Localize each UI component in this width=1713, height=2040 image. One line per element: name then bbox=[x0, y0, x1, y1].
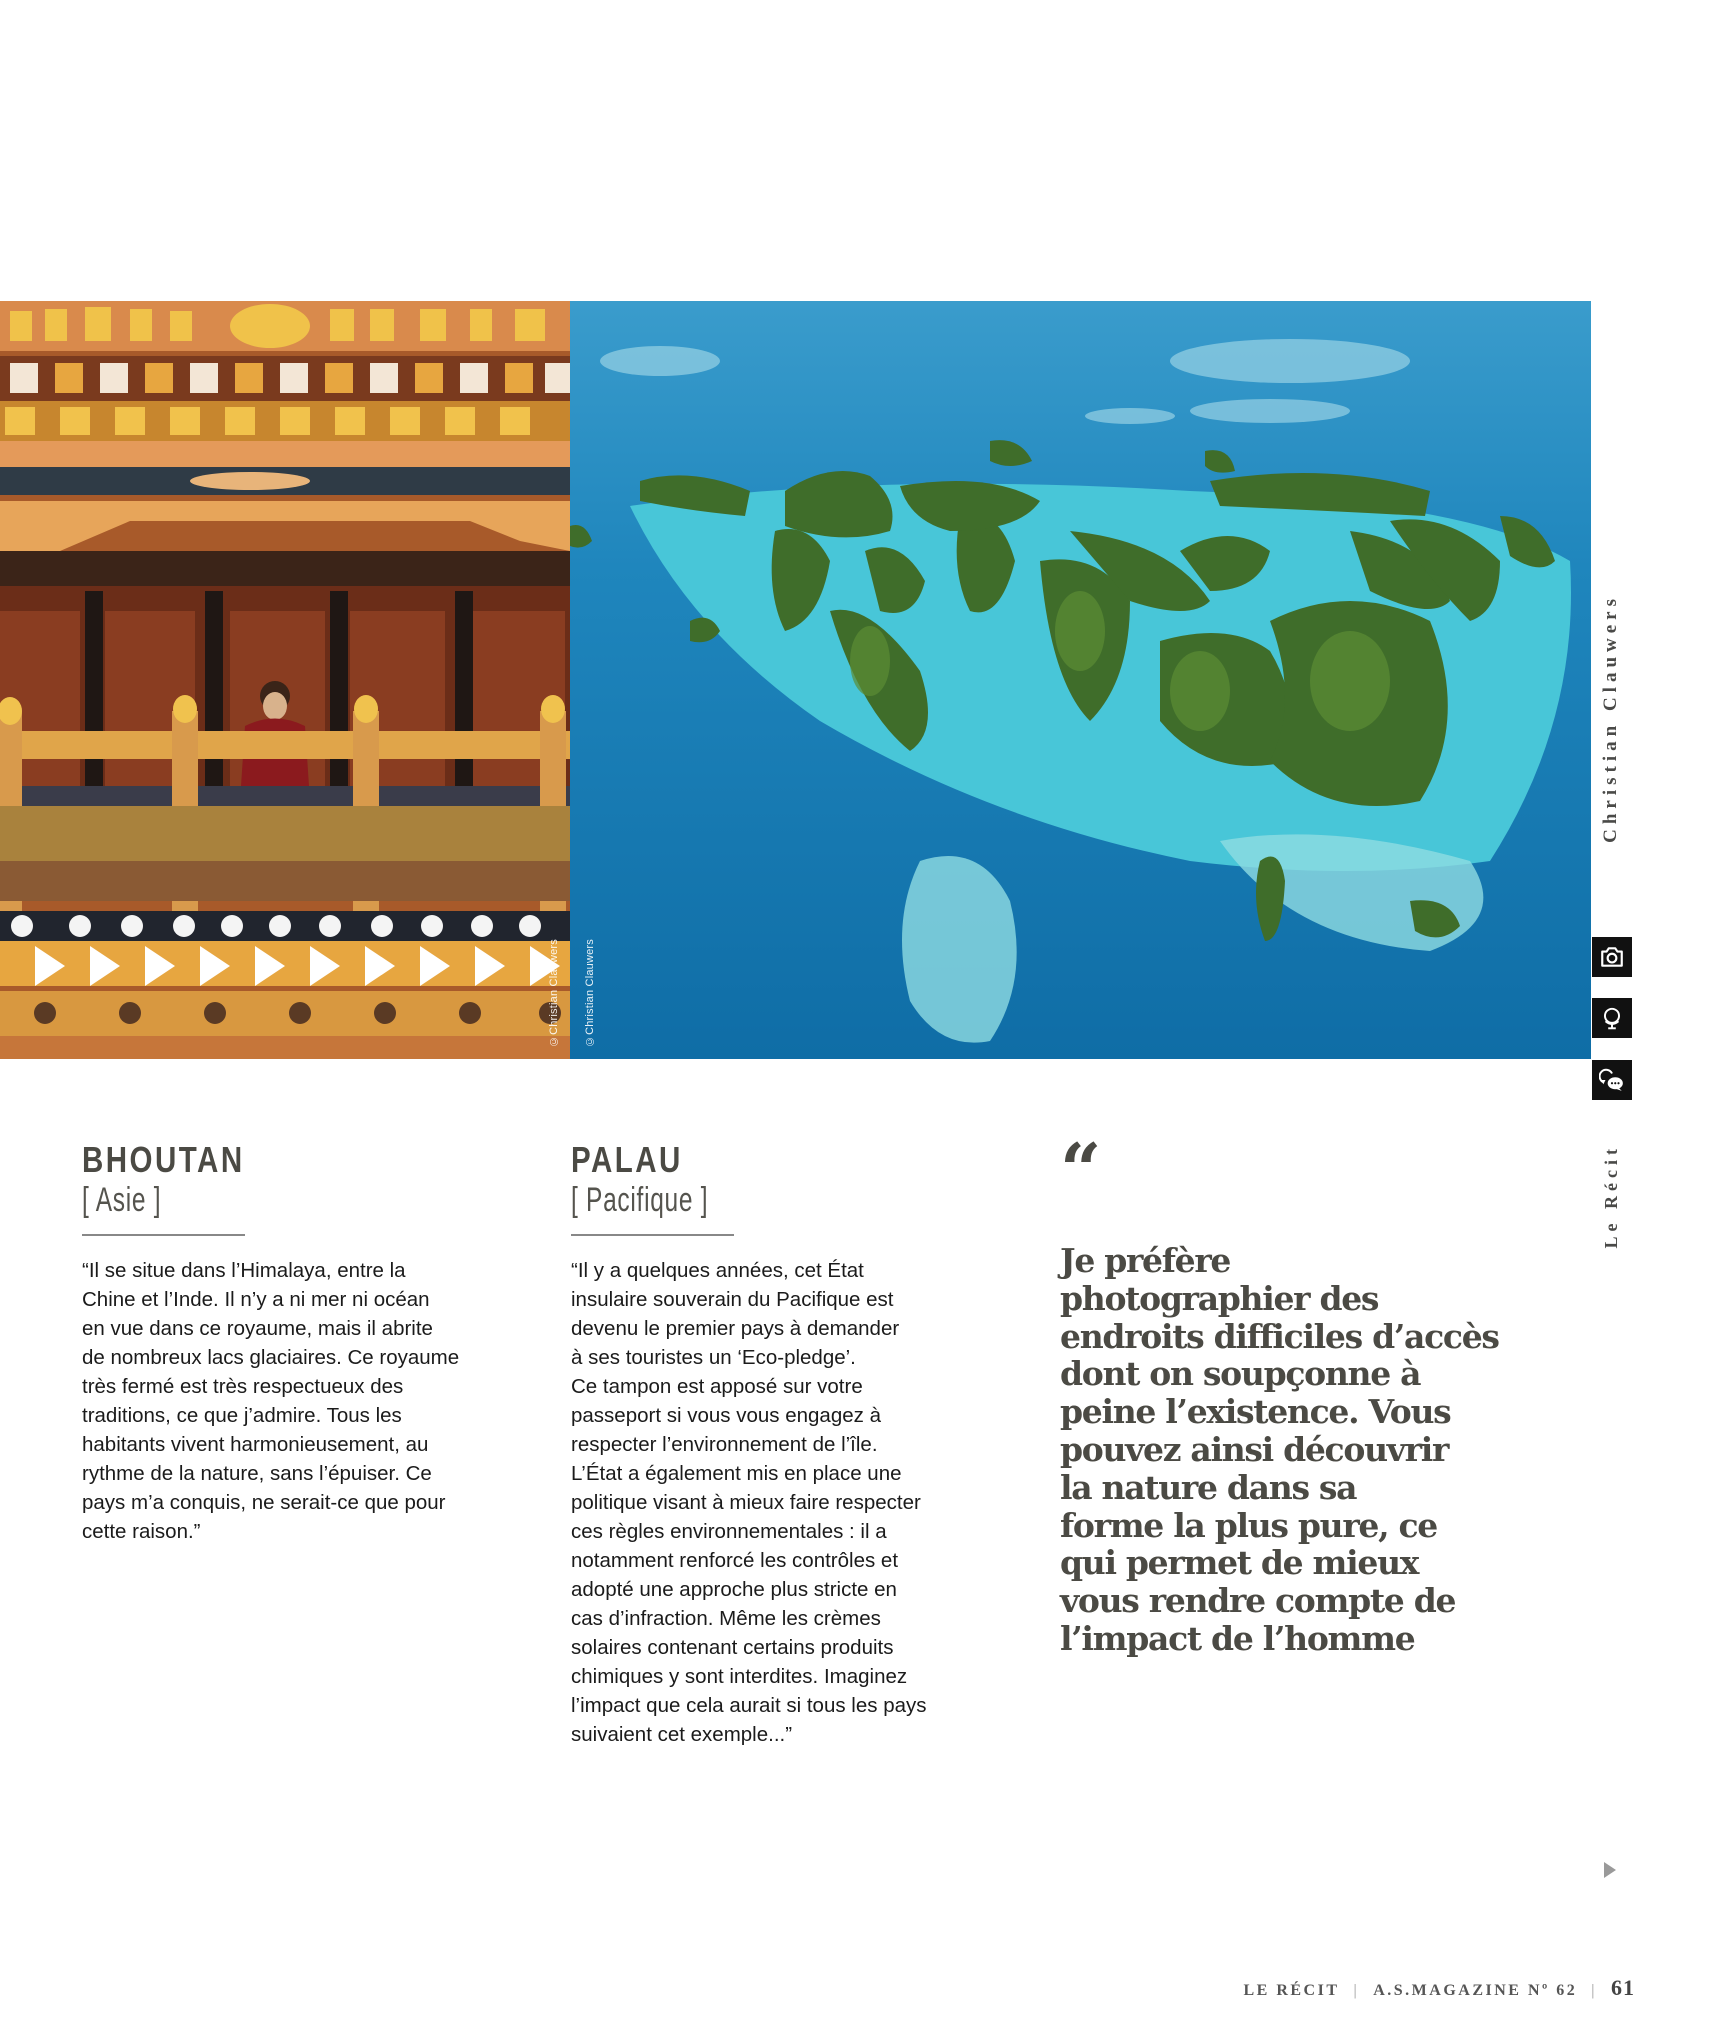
column-body bbox=[571, 1256, 991, 1749]
temple-illustration bbox=[0, 301, 570, 1059]
quote-line: endroits difficiles d’accès bbox=[1060, 1316, 1499, 1356]
sidebar-section-label: Le Récit bbox=[1601, 1144, 1621, 1249]
quote-line: dont on soupçonne à bbox=[1060, 1354, 1421, 1394]
quote-line: Je préfère bbox=[1060, 1241, 1231, 1280]
text-line: de nombreux lacs glaciaires. Ce royaume bbox=[82, 1346, 460, 1369]
article-column-bhoutan bbox=[82, 1140, 502, 1546]
country-heading: BHOUTAN bbox=[82, 1139, 245, 1180]
text-line: solaires contenant certains produits bbox=[571, 1636, 894, 1659]
pull-quote-text bbox=[1060, 1242, 1540, 1658]
islands-illustration bbox=[570, 301, 1591, 1059]
camera-button[interactable] bbox=[1592, 937, 1632, 977]
footer-separator: | bbox=[1591, 1982, 1597, 1999]
quote-line: pouvez ainsi découvrir bbox=[1060, 1429, 1449, 1469]
sidebar-author-name: Christian Clauwers bbox=[1600, 594, 1621, 843]
region-subheading: [ Pacifique ] bbox=[571, 1181, 709, 1219]
quote-mark-icon: “ bbox=[1060, 1127, 1096, 1212]
text-line: cas d’infraction. Même les crèmes bbox=[571, 1607, 881, 1630]
photo-palau-islands bbox=[570, 301, 1591, 1059]
text-line: Ce tampon est apposé sur votre bbox=[571, 1375, 863, 1398]
divider bbox=[82, 1234, 245, 1236]
text-line: notamment renforcé les contrôles et bbox=[571, 1549, 899, 1572]
divider bbox=[571, 1234, 734, 1236]
text-line: respecter l’environnement de l’île. bbox=[571, 1433, 878, 1456]
camera-icon bbox=[1599, 944, 1625, 970]
article-column-palau bbox=[571, 1140, 991, 1749]
text-line: ces règles environnementales : il a bbox=[571, 1520, 887, 1543]
text-line: L’État a également mis en place une bbox=[571, 1462, 902, 1485]
text-line: politique visant à mieux faire respecter bbox=[571, 1491, 921, 1514]
country-heading: PALAU bbox=[571, 1139, 683, 1180]
footer-separator: | bbox=[1353, 1982, 1360, 1999]
page-footer bbox=[1243, 1975, 1635, 2001]
comments-button[interactable] bbox=[1592, 1060, 1632, 1100]
text-line: “Il se situe dans l’Himalaya, entre la bbox=[82, 1259, 406, 1282]
text-line: suivaient cet exemple...” bbox=[571, 1723, 793, 1746]
next-page-arrow-icon[interactable] bbox=[1604, 1862, 1616, 1878]
footer-magazine: A.S.MAGAZINE Nº 62 bbox=[1373, 1982, 1578, 1999]
photo-bhoutan-temple bbox=[0, 301, 570, 1059]
text-line: en vue dans ce royaume, mais il abrite bbox=[82, 1317, 433, 1340]
text-line: chimiques y sont interdites. Imaginez bbox=[571, 1665, 908, 1688]
text-line: cette raison.” bbox=[82, 1520, 201, 1543]
text-line: rythme de la nature, sans l’épuiser. Ce bbox=[82, 1462, 432, 1485]
text-line: pays m’a conquis, ne serait-ce que pour bbox=[82, 1491, 446, 1514]
text-line: l’impact que cela aurait si tous les pays bbox=[571, 1694, 927, 1717]
text-line: habitants vivent harmonieusement, au bbox=[82, 1433, 429, 1456]
photo-credit: ©Christian Clauwers bbox=[584, 938, 596, 1047]
text-line: à ses touristes un ‘Eco-pledge’. bbox=[571, 1346, 856, 1369]
quote-line: vous rendre compte de bbox=[1060, 1581, 1456, 1621]
quote-line: forme la plus pure, ce bbox=[1060, 1505, 1437, 1545]
globe-button[interactable] bbox=[1592, 998, 1632, 1038]
quote-line: photographier des bbox=[1060, 1278, 1379, 1318]
quote-line: l’impact de l’homme bbox=[1060, 1618, 1415, 1658]
quote-line: qui permet de mieux bbox=[1060, 1543, 1419, 1583]
page-number: 61 bbox=[1611, 1975, 1635, 2000]
photo-credit: ©Christian Clauwers bbox=[548, 938, 560, 1047]
globe-icon bbox=[1599, 1005, 1625, 1031]
text-line: passeport si vous vous engagez à bbox=[571, 1404, 881, 1427]
pull-quote bbox=[1060, 1127, 1540, 1658]
text-line: très fermé est très respectueux des bbox=[82, 1375, 404, 1398]
quote-line: peine l’existence. Vous bbox=[1060, 1392, 1451, 1432]
text-line: traditions, ce que j’admire. Tous les bbox=[82, 1404, 402, 1427]
text-line: adopté une approche plus stricte en bbox=[571, 1578, 897, 1601]
text-line: insulaire souverain du Pacifique est bbox=[571, 1288, 894, 1311]
column-body bbox=[82, 1256, 502, 1546]
chat-icon bbox=[1599, 1067, 1625, 1093]
region-subheading: [ Asie ] bbox=[82, 1181, 162, 1219]
footer-section: LE RÉCIT bbox=[1243, 1982, 1340, 1999]
text-line: “Il y a quelques années, cet État bbox=[571, 1259, 864, 1282]
quote-line: la nature dans sa bbox=[1060, 1467, 1357, 1507]
text-line: Chine et l’Inde. Il n’y a ni mer ni océan bbox=[82, 1288, 430, 1311]
text-line: devenu le premier pays à demander bbox=[571, 1317, 900, 1340]
